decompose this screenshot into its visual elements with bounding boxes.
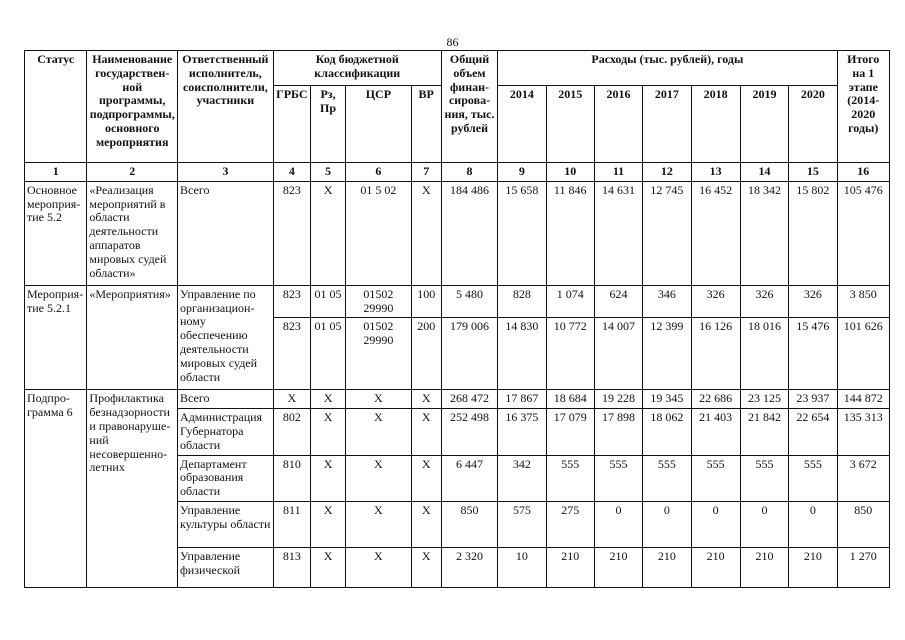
year-cell: 18 016 (740, 318, 788, 390)
rzpr-cell: 01 05 (310, 318, 345, 390)
col-number: 1 (25, 163, 87, 182)
year-cell: 14 631 (594, 181, 642, 285)
year-cell: 555 (789, 455, 837, 501)
year-cell: 210 (643, 547, 691, 587)
year-cell: 346 (643, 285, 691, 318)
stage-total-cell: 101 626 (837, 318, 889, 390)
year-cell: 275 (546, 501, 594, 547)
csr-cell: Х (346, 390, 411, 409)
grbs-cell: 811 (273, 501, 310, 547)
year-cell: 15 476 (789, 318, 837, 390)
year-cell: 18 684 (546, 390, 594, 409)
header-status: Статус (25, 51, 87, 163)
year-cell: 12 745 (643, 181, 691, 285)
rzpr-cell: Х (310, 409, 345, 455)
col-number: 10 (546, 163, 594, 182)
stage-total-cell: 3 850 (837, 285, 889, 318)
year-cell: 0 (740, 501, 788, 547)
page-number: 86 (446, 35, 459, 49)
executor-cell: Всего (178, 390, 274, 409)
executor-cell: Управление культуры области (178, 501, 274, 547)
table-row (25, 390, 890, 409)
table-row (25, 181, 890, 285)
year-cell: 10 772 (546, 318, 594, 390)
year-cell: 19 345 (643, 390, 691, 409)
status-cell: Подпро-грамма 6 (25, 390, 87, 588)
vr-cell: Х (411, 501, 441, 547)
grbs-cell: 802 (273, 409, 310, 455)
year-cell: 22 686 (691, 390, 740, 409)
header-expenses: Расходы (тыс. рублей), годы (498, 51, 837, 86)
csr-cell: Х (346, 547, 411, 587)
year-cell: 15 802 (789, 181, 837, 285)
stage-total-cell: 3 672 (837, 455, 889, 501)
col-number: 16 (837, 163, 889, 182)
total-cell: 6 447 (441, 455, 497, 501)
header-year: 2017 (643, 86, 691, 163)
col-number: 14 (740, 163, 788, 182)
header-year: 2020 (789, 86, 837, 163)
year-cell: 210 (789, 547, 837, 587)
year-cell: 828 (498, 285, 546, 318)
table-row (25, 285, 890, 318)
year-cell: 326 (789, 285, 837, 318)
year-cell: 16 452 (691, 181, 740, 285)
csr-cell: Х (346, 501, 411, 547)
vr-cell: 100 (411, 285, 441, 318)
rzpr-cell: Х (310, 390, 345, 409)
col-number: 15 (789, 163, 837, 182)
year-cell: 21 842 (740, 409, 788, 455)
header-year: 2015 (546, 86, 594, 163)
year-cell: 17 867 (498, 390, 546, 409)
col-number: 12 (643, 163, 691, 182)
col-number: 5 (310, 163, 345, 182)
year-cell: 18 342 (740, 181, 788, 285)
year-cell: 210 (594, 547, 642, 587)
col-number: 2 (87, 163, 178, 182)
total-cell: 2 320 (441, 547, 497, 587)
col-number: 13 (691, 163, 740, 182)
year-cell: 624 (594, 285, 642, 318)
total-cell: 179 006 (441, 318, 497, 390)
year-cell: 18 062 (643, 409, 691, 455)
year-cell: 12 399 (643, 318, 691, 390)
header-year: 2016 (594, 86, 642, 163)
name-cell: «Реализация мероприятий в области деятельности аппаратов мировых судей области» (87, 181, 178, 285)
year-cell: 16 375 (498, 409, 546, 455)
col-number: 9 (498, 163, 546, 182)
year-cell: 210 (740, 547, 788, 587)
year-cell: 326 (740, 285, 788, 318)
header-stage-total: Итого на 1 этапе (2014-2020 годы) (837, 51, 889, 163)
year-cell: 555 (740, 455, 788, 501)
year-cell: 1 074 (546, 285, 594, 318)
column-number-row (25, 163, 890, 182)
header-total-volume: Общий объем финан-сирова-ния, тыс. рублей (441, 51, 497, 163)
year-cell: 326 (691, 285, 740, 318)
executor-cell: Всего (178, 181, 274, 285)
executor-cell: Департамент образования области (178, 455, 274, 501)
year-cell: 19 228 (594, 390, 642, 409)
executor-cell: Администрация Губернатора области (178, 409, 274, 455)
grbs-cell: 813 (273, 547, 310, 587)
col-number: 4 (273, 163, 310, 182)
col-number: 8 (441, 163, 497, 182)
total-cell: 268 472 (441, 390, 497, 409)
header-year: 2018 (691, 86, 740, 163)
year-cell: 23 125 (740, 390, 788, 409)
year-cell: 0 (643, 501, 691, 547)
header-name: Наименование государствен-ной программы, подпрограммы, основного мероприятия (87, 51, 178, 163)
year-cell: 10 (498, 547, 546, 587)
vr-cell: Х (411, 409, 441, 455)
total-cell: 252 498 (441, 409, 497, 455)
header-year: 2019 (740, 86, 788, 163)
col-number: 11 (594, 163, 642, 182)
col-number: 7 (411, 163, 441, 182)
col-number: 6 (346, 163, 411, 182)
header-row-1 (25, 51, 890, 86)
vr-cell: Х (411, 547, 441, 587)
year-cell: 0 (789, 501, 837, 547)
year-cell: 15 658 (498, 181, 546, 285)
executor-cell: Управление по организацион-ному обеспечению деятельности мировых судей области (178, 285, 274, 390)
rzpr-cell: Х (310, 455, 345, 501)
stage-total-cell: 1 270 (837, 547, 889, 587)
year-cell: 16 126 (691, 318, 740, 390)
header-executor: Ответственный исполнитель, соисполнители, участники (178, 51, 274, 163)
header-grbs: ГРБС (273, 86, 310, 163)
status-cell: Мероприя-тие 5.2.1 (25, 285, 87, 390)
year-cell: 555 (691, 455, 740, 501)
header-budget-code: Код бюджетной классификации (273, 51, 441, 86)
year-cell: 23 937 (789, 390, 837, 409)
year-cell: 21 403 (691, 409, 740, 455)
vr-cell: 200 (411, 318, 441, 390)
year-cell: 555 (643, 455, 691, 501)
header-vr: ВР (411, 86, 441, 163)
total-cell: 5 480 (441, 285, 497, 318)
grbs-cell: 823 (273, 285, 310, 318)
year-cell: 17 898 (594, 409, 642, 455)
vr-cell: Х (411, 455, 441, 501)
total-cell: 850 (441, 501, 497, 547)
col-number: 3 (178, 163, 274, 182)
csr-cell: 01502 29990 (346, 318, 411, 390)
year-cell: 0 (594, 501, 642, 547)
vr-cell: Х (411, 181, 441, 285)
csr-cell: Х (346, 409, 411, 455)
stage-total-cell: 144 872 (837, 390, 889, 409)
header-year: 2014 (498, 86, 546, 163)
name-cell: «Мероприятия» (87, 285, 178, 390)
csr-cell: 01502 29990 (346, 285, 411, 318)
rzpr-cell: 01 05 (310, 285, 345, 318)
grbs-cell: Х (273, 390, 310, 409)
year-cell: 22 654 (789, 409, 837, 455)
rzpr-cell: Х (310, 547, 345, 587)
stage-total-cell: 850 (837, 501, 889, 547)
csr-cell: Х (346, 455, 411, 501)
executor-cell: Управление физической (178, 547, 274, 587)
stage-total-cell: 135 313 (837, 409, 889, 455)
name-cell: Профилактика безнадзорности и правонаруше-ний несовершенно-летних (87, 390, 178, 588)
year-cell: 17 079 (546, 409, 594, 455)
year-cell: 11 846 (546, 181, 594, 285)
header-csr: ЦСР (346, 86, 411, 163)
year-cell: 0 (691, 501, 740, 547)
year-cell: 14 830 (498, 318, 546, 390)
year-cell: 14 007 (594, 318, 642, 390)
status-cell: Основное мероприя-тие 5.2 (25, 181, 87, 285)
rzpr-cell: Х (310, 501, 345, 547)
csr-cell: 01 5 02 (346, 181, 411, 285)
year-cell: 575 (498, 501, 546, 547)
header-rzpr: Рз, Пр (310, 86, 345, 163)
rzpr-cell: Х (310, 181, 345, 285)
grbs-cell: 810 (273, 455, 310, 501)
budget-table (24, 50, 890, 588)
grbs-cell: 823 (273, 318, 310, 390)
year-cell: 555 (594, 455, 642, 501)
total-cell: 184 486 (441, 181, 497, 285)
vr-cell: Х (411, 390, 441, 409)
stage-total-cell: 105 476 (837, 181, 889, 285)
year-cell: 210 (546, 547, 594, 587)
year-cell: 555 (546, 455, 594, 501)
grbs-cell: 823 (273, 181, 310, 285)
year-cell: 342 (498, 455, 546, 501)
year-cell: 210 (691, 547, 740, 587)
